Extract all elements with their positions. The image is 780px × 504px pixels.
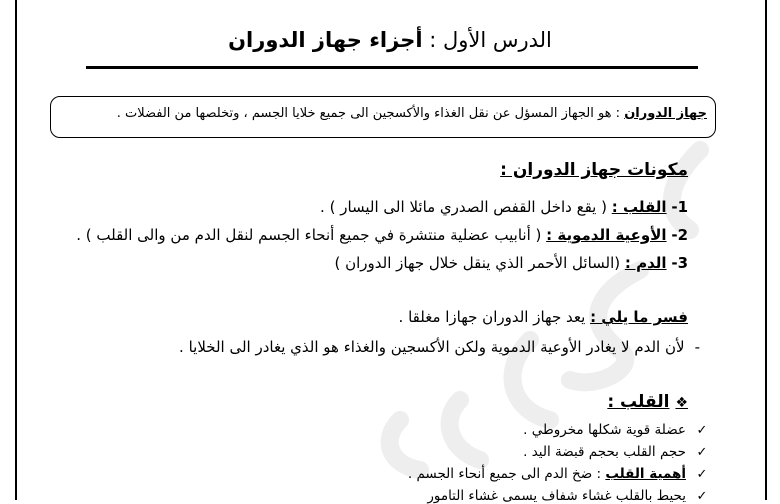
- component-item-2: [76, 226, 688, 244]
- explain-text: يعد جهاز الدوران جهازا مغلقا .: [398, 308, 591, 326]
- component-text: (السائل الأحمر الذي ينقل خلال جهاز الدوران ): [334, 254, 625, 272]
- heart-item-text: عضلة قوية شكلها مخروطي .: [523, 422, 686, 438]
- component-item-3: [334, 254, 688, 272]
- checkmark-icon: ✓: [696, 445, 708, 460]
- heart-item: [408, 466, 710, 482]
- component-number: 3-: [671, 254, 688, 272]
- explain-term: فسر ما يلي :: [590, 308, 688, 326]
- title-prefix: الدرس الأول :: [422, 28, 552, 52]
- checkmark-icon: ✓: [696, 489, 708, 504]
- checkmark-icon: ✓: [696, 423, 708, 438]
- answer-marker: -: [694, 338, 700, 356]
- components-heading: مكونات جهاز الدوران :: [500, 160, 688, 180]
- heart-heading-text: القلب :: [607, 392, 670, 412]
- component-text: ( أنابيب عضلية منتشرة في جميع أنحاء الجسم لنقل الدم من والى القلب ) .: [76, 226, 547, 244]
- component-number: 2-: [671, 226, 688, 244]
- heart-item: [427, 488, 710, 504]
- checkmark-icon: ✓: [696, 467, 708, 482]
- component-term: القلب :: [611, 198, 667, 216]
- heart-item-term: أهمية القلب: [605, 466, 686, 482]
- heart-item-text: حجم القلب بحجم قبضة اليد .: [523, 444, 686, 460]
- heart-item: [523, 444, 710, 460]
- heart-item-text: يحيط بالقلب غشاء شفاف يسمى غشاء التامور: [427, 488, 686, 504]
- diamond-bullet-icon: ❖: [675, 395, 688, 411]
- component-term: الأوعية الدموية :: [546, 226, 667, 244]
- explain-question: [399, 308, 688, 326]
- explain-answer: [179, 338, 700, 356]
- title-main: أجزاء جهاز الدوران: [228, 28, 423, 52]
- definition-term: جهاز الدوران: [624, 106, 707, 121]
- component-item-1: [320, 198, 688, 216]
- component-number: 1-: [671, 198, 688, 216]
- title-underline: [86, 66, 698, 69]
- answer-text: لأن الدم لا يغادر الأوعية الدموية ولكن الأكسجين والغذاء هو الذي يغادر الى الخلايا .: [179, 338, 685, 356]
- heart-heading: [607, 392, 688, 412]
- component-text: ( يقع داخل القفص الصدري مائلا الى اليسار ) .: [320, 198, 612, 216]
- page-title: [0, 28, 780, 52]
- component-term: الدم :: [624, 254, 667, 272]
- definition-text: [117, 106, 707, 121]
- heart-item: [523, 422, 710, 438]
- heart-item-text: : ضخ الدم الى جميع أنحاء الجسم .: [407, 466, 606, 482]
- definition-box: [50, 96, 716, 138]
- definition-body: : هو الجهاز المسؤل عن نقل الغذاء والأكسجين الى جميع خلايا الجسم ، وتخلصها من الفضلات .: [116, 106, 625, 121]
